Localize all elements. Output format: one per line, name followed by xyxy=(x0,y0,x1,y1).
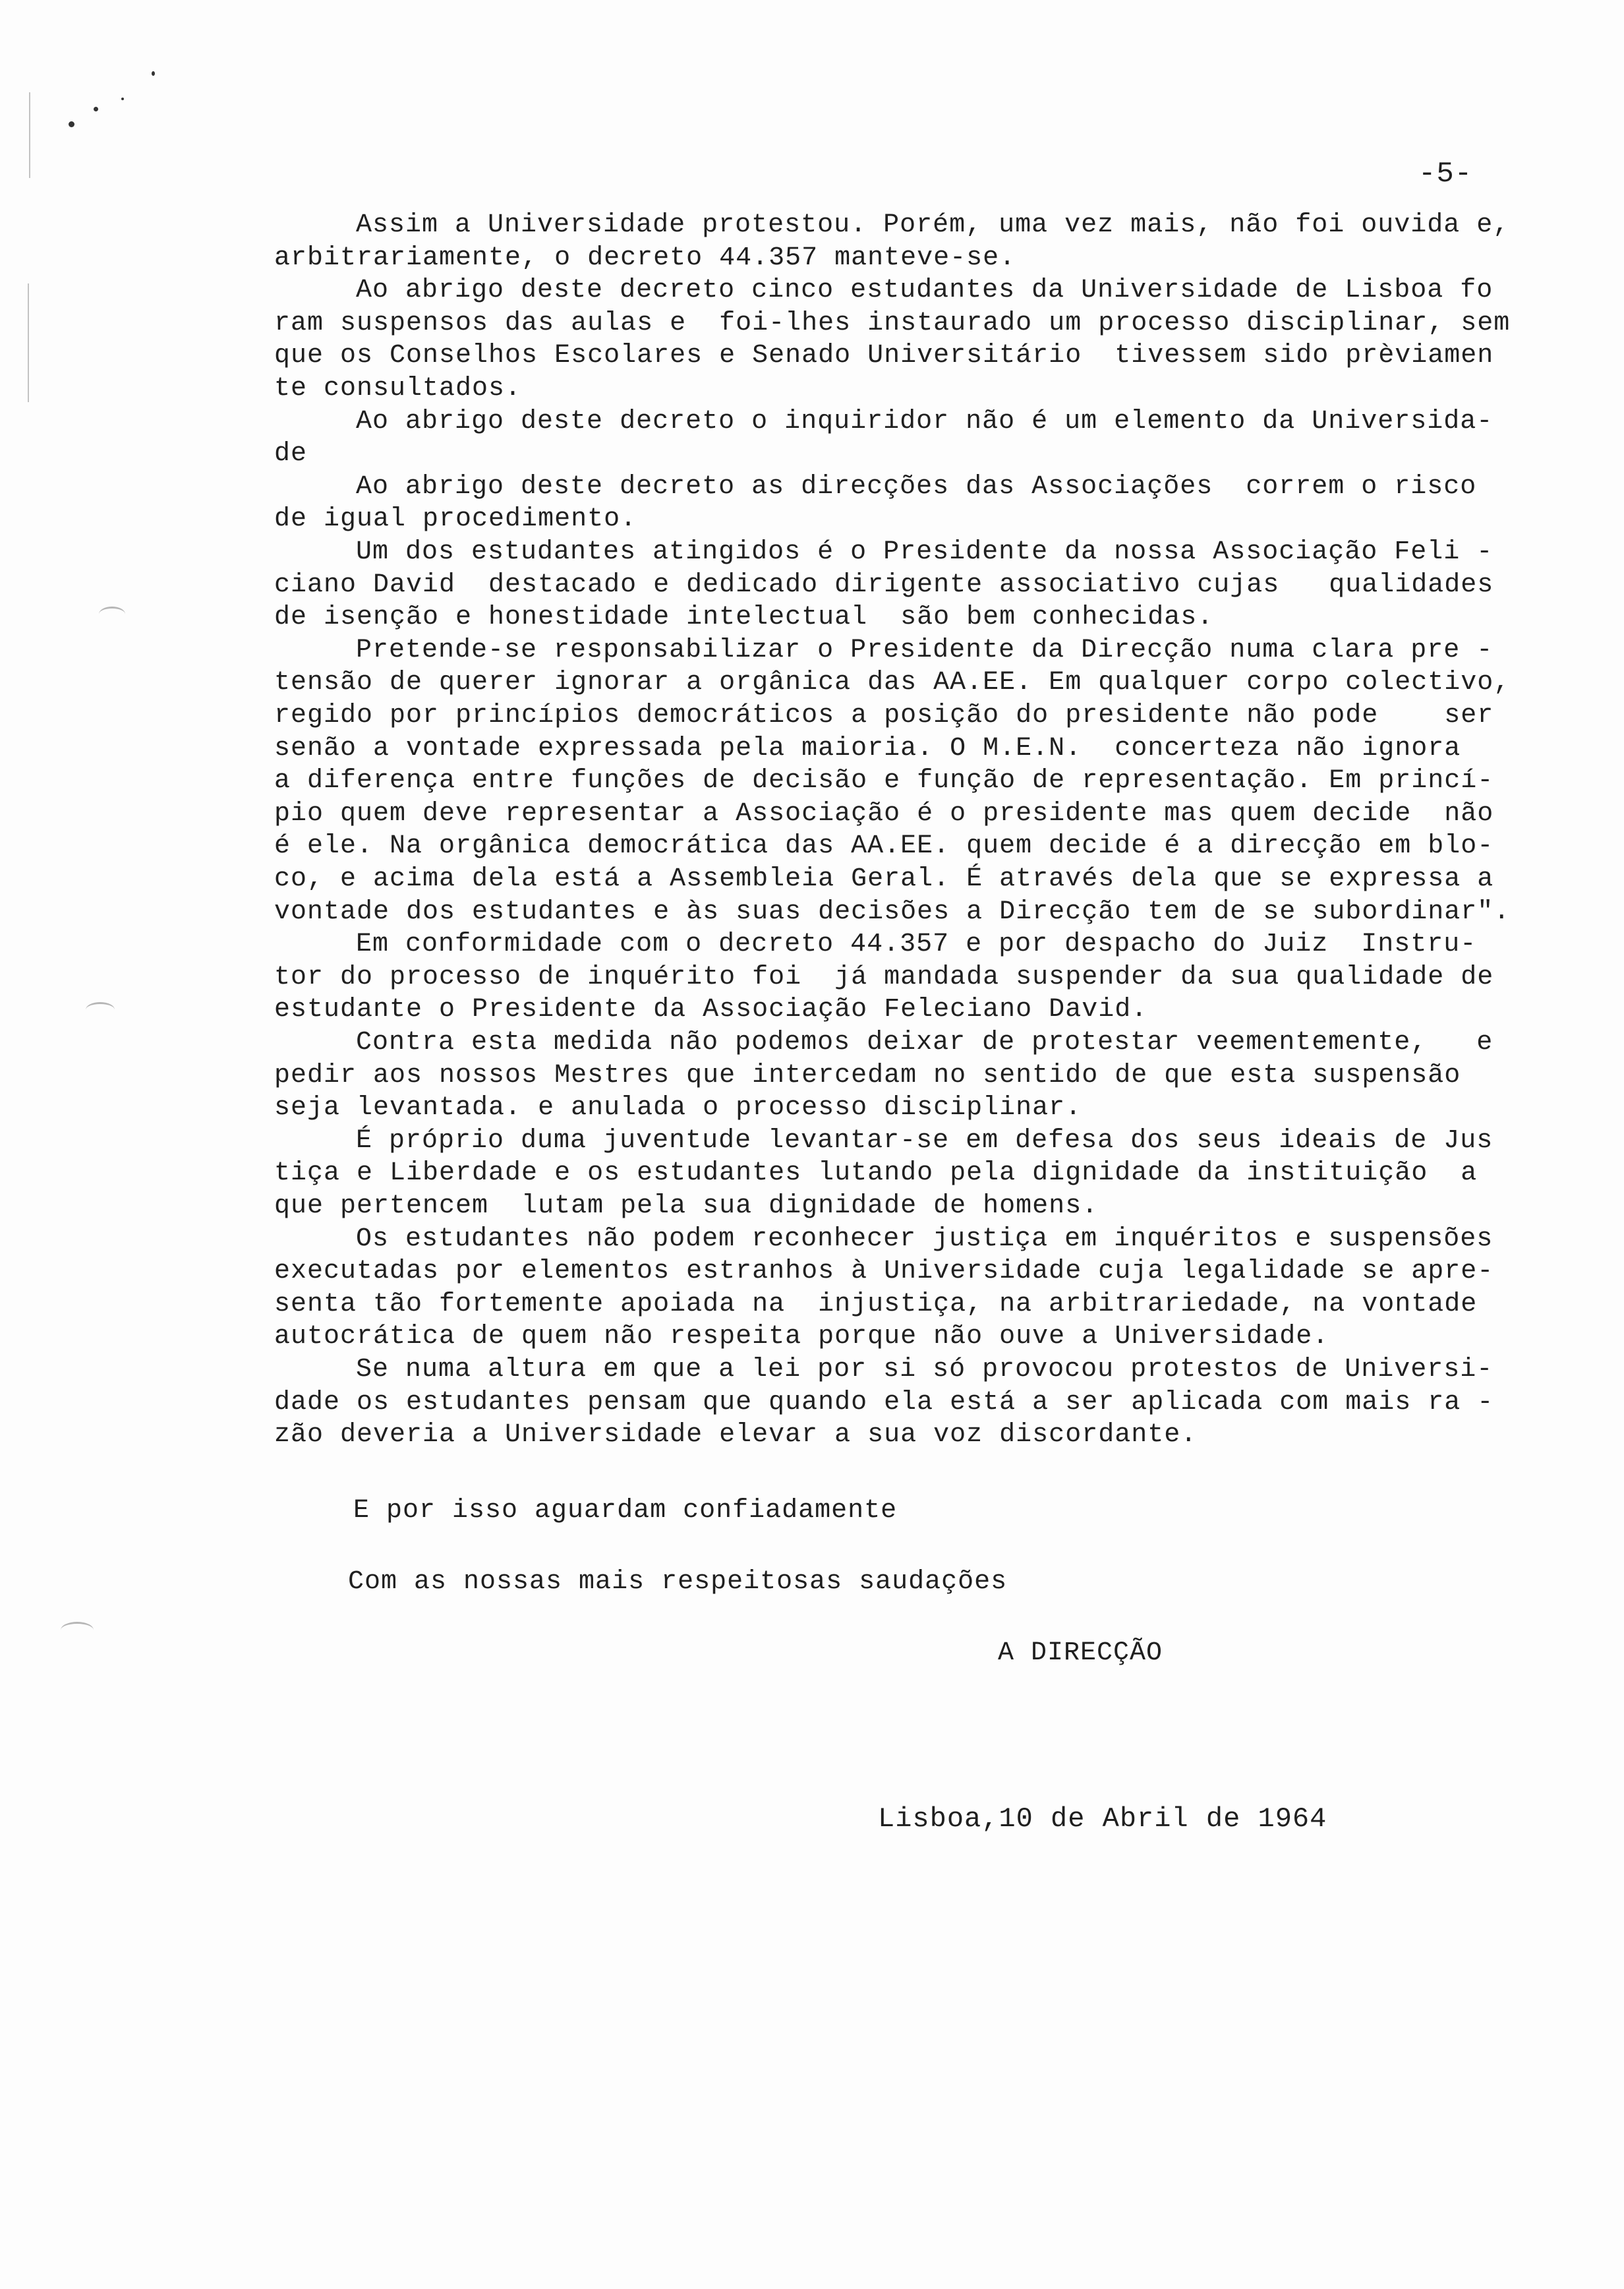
scan-speck xyxy=(94,107,98,111)
body-line: de isenção e honestidade intelectual são bem conhecidas. xyxy=(274,603,1214,633)
body-line: Ao abrigo deste decreto cinco estudantes da Universidade de Lisboa fo xyxy=(356,276,1494,306)
body-line: estudante o Presidente da Associação Feleciano David. xyxy=(274,995,1148,1025)
body-line: Ao abrigo deste decreto as direcções das Associações correm o risco xyxy=(356,471,1477,502)
body-line: ram suspensos das aulas e foi-lhes instaurado um processo disciplinar, sem xyxy=(274,308,1511,338)
body-line: que os Conselhos Escolares e Senado Universitário tivessem sido prèviamen xyxy=(274,341,1494,371)
scan-smudge xyxy=(61,1622,94,1638)
body-line: autocrática de quem não respeita porque não ouve a Universidade. xyxy=(274,1322,1329,1352)
body-line: Em conformidade com o decreto 44.357 e por despacho do Juiz Instru- xyxy=(356,930,1477,960)
body-line: senão a vontade expressada pela maioria. O M.E.N. concerteza não ignora xyxy=(274,733,1461,763)
body-line: tor do processo de inquérito foi já mandada suspender da sua qualidade de xyxy=(274,962,1494,992)
body-line: É próprio duma juventude levantar-se em defesa dos seus ideais de Jus xyxy=(356,1125,1494,1156)
body-line: zão deveria a Universidade elevar a sua voz discordante. xyxy=(274,1420,1198,1450)
scan-speck xyxy=(152,71,155,76)
body-line: seja levantada. e anulada o processo disciplinar. xyxy=(274,1093,1082,1123)
body-line: de xyxy=(274,439,308,469)
body-line: vontade dos estudantes e às suas decisões a Direcção tem de se subordinar". xyxy=(274,897,1511,927)
body-line: ciano David destacado e dedicado dirigente associativo cujas qualidades xyxy=(274,570,1494,600)
body-line: Se numa altura em que a lei por si só provocou protestos de Universi- xyxy=(356,1355,1494,1384)
body-line: pedir aos nossos Mestres que intercedam no sentido de que esta suspensão xyxy=(274,1060,1461,1090)
body-line: regido por princípios democráticos a posição do presidente não pode ser xyxy=(274,701,1494,730)
scan-edge-mark xyxy=(28,283,29,402)
body-line: senta tão fortemente apoiada na injustiça, na arbitrariedade, na vontade xyxy=(274,1289,1478,1319)
body-line: pio quem deve representar a Associação é o presidente mas quem decide não xyxy=(274,798,1494,829)
scan-edge-mark xyxy=(29,92,30,178)
scan-smudge xyxy=(99,607,125,622)
body-line: arbitrariamente, o decreto 44.357 manteve-se. xyxy=(274,243,1016,273)
dateline: Lisboa,10 de Abril de 1964 xyxy=(878,1803,1327,1835)
body-line: te consultados. xyxy=(274,374,522,403)
body-line: é ele. Na orgânica democrática das AA.EE. quem decide é a direcção em blo- xyxy=(274,831,1494,862)
page-number: -5- xyxy=(1418,158,1473,191)
body-line: Um dos estudantes atingidos é o Presidente da nossa Associação Feli - xyxy=(356,537,1494,567)
body-line: Os estudantes não podem reconhecer justiça em inquéritos e suspensões xyxy=(356,1224,1494,1254)
body-line: a diferença entre funções de decisão e função de representação. Em princí- xyxy=(274,766,1494,796)
scan-speck xyxy=(121,98,124,100)
body-line: que pertencem lutam pela sua dignidade de homens. xyxy=(274,1191,1099,1221)
body-line: de igual procedimento. xyxy=(274,504,637,535)
signature: A DIRECÇÃO xyxy=(998,1638,1163,1668)
body-line: tensão de querer ignorar a orgânica das AA.EE. Em qualquer corpo colectivo, xyxy=(274,668,1511,698)
body-line: dade os estudantes pensam que quando ela está a ser aplicada com mais ra - xyxy=(274,1387,1494,1417)
body-line: Assim a Universidade protestou. Porém, uma vez mais, não foi ouvida e, xyxy=(356,210,1510,240)
scan-smudge xyxy=(86,1002,115,1017)
closing-line-2: Com as nossas mais respeitosas saudações xyxy=(348,1567,1008,1597)
body-line: Contra esta medida não podemos deixar de protestar veementemente, e xyxy=(356,1028,1494,1057)
body-line: tiça e Liberdade e os estudantes lutando pela dignidade da instituição a xyxy=(274,1158,1478,1189)
body-line: co, e acima dela está a Assembleia Geral. É através dela que se expressa a xyxy=(274,864,1494,894)
body-line: executadas por elementos estranhos à Universidade cuja legalidade se apre- xyxy=(274,1257,1494,1287)
closing-line-1: E por isso aguardam confiadamente xyxy=(353,1496,898,1526)
body-line: Ao abrigo deste decreto o inquiridor não é um elemento da Universida- xyxy=(356,406,1494,436)
scan-speck xyxy=(69,121,74,127)
body-line: Pretende-se responsabilizar o Presidente da Direcção numa clara pre - xyxy=(356,635,1494,665)
